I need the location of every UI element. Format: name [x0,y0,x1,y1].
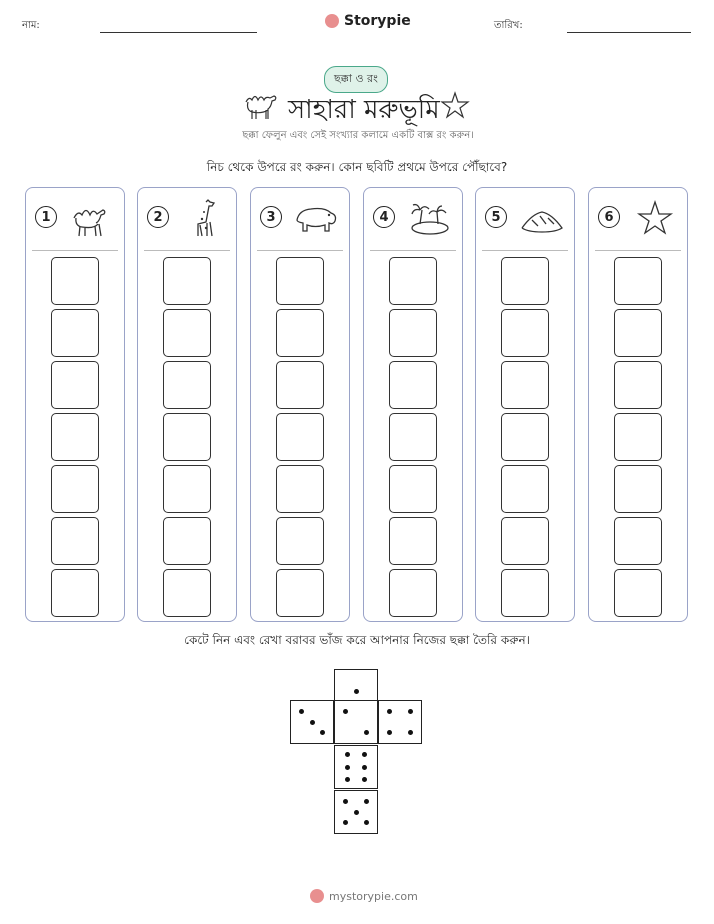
die-pip [387,709,392,714]
camel-icon [68,198,116,238]
die-pip [310,720,315,725]
footer-url[interactable]: mystorypie.com [329,889,418,903]
color-box[interactable] [51,465,99,513]
color-box[interactable] [163,309,211,357]
die-pip [408,730,413,735]
column-divider [482,250,568,251]
die-pip [408,709,413,714]
die-pip [345,765,350,770]
die-pip [362,777,367,782]
column-number: 2 [147,206,169,228]
color-box[interactable] [501,517,549,565]
column-number: 1 [35,206,57,228]
color-box[interactable] [51,361,99,409]
giraffe-icon [180,198,228,238]
cut-instruction: কেটে নিন এবং রেখা বরাবর ভাঁজ করে আপনার নিজের ছক্কা তৈরি করুন। [184,633,530,647]
date-label: তারিখ: [494,20,523,31]
color-box[interactable] [389,413,437,461]
die-pip [343,820,348,825]
storypie-logo-icon [310,889,324,903]
color-box[interactable] [614,517,662,565]
color-box[interactable] [163,569,211,617]
die-pip [364,730,369,735]
color-box[interactable] [163,361,211,409]
sand-dune-icon [518,198,566,238]
die-pip [343,799,348,804]
color-box[interactable] [51,569,99,617]
column-number: 5 [485,206,507,228]
color-box[interactable] [614,309,662,357]
color-box[interactable] [163,465,211,513]
color-box[interactable] [501,309,549,357]
date-line[interactable] [567,32,691,33]
color-box[interactable] [389,517,437,565]
color-box[interactable] [501,465,549,513]
color-box[interactable] [163,413,211,461]
question-text: নিচ থেকে উপরে রং করুন। কোন ছবিটি প্রথমে উপরে পৌঁছাবে? [206,160,508,174]
die-pip [354,689,359,694]
color-box[interactable] [614,465,662,513]
activity-badge: ছক্কা ও রং [324,66,388,93]
brand-name: Storypie [344,13,411,29]
column-4 [363,187,463,622]
die-pip [320,730,325,735]
color-box[interactable] [276,257,324,305]
color-box[interactable] [163,517,211,565]
color-box[interactable] [389,309,437,357]
hippo-icon [293,198,341,238]
camel-icon [242,88,280,120]
column-divider [595,250,681,251]
die-face-3 [290,700,334,744]
column-number: 4 [373,206,395,228]
color-box[interactable] [614,413,662,461]
column-5 [475,187,575,622]
column-3 [250,187,350,622]
column-2 [137,187,237,622]
color-box[interactable] [501,361,549,409]
die-face-4 [378,700,422,744]
die-pip [364,820,369,825]
column-number: 6 [598,206,620,228]
storypie-logo-icon [325,14,339,28]
subtitle: ছক্কা ফেলুন এবং সেই সংখ্যার কলামে একটি বাক্স রং করুন। [242,130,474,141]
die-face-2 [334,700,378,744]
color-box[interactable] [501,413,549,461]
color-box[interactable] [614,361,662,409]
color-box[interactable] [389,361,437,409]
color-box[interactable] [276,361,324,409]
die-pip [364,799,369,804]
color-box[interactable] [501,569,549,617]
die-pip [345,752,350,757]
color-box[interactable] [389,465,437,513]
die-pip [343,709,348,714]
die-pip [387,730,392,735]
color-box[interactable] [276,465,324,513]
color-box[interactable] [51,257,99,305]
color-box[interactable] [276,517,324,565]
color-box[interactable] [501,257,549,305]
column-divider [257,250,343,251]
die-pip [354,810,359,815]
oasis-icon [406,198,454,238]
color-box[interactable] [163,257,211,305]
color-box[interactable] [51,517,99,565]
die-pip [345,777,350,782]
column-number: 3 [260,206,282,228]
name-label: নাম: [22,20,40,31]
color-box[interactable] [389,257,437,305]
brand-logo [325,13,411,29]
die-pip [299,709,304,714]
column-divider [32,250,118,251]
die-pip [362,765,367,770]
color-box[interactable] [276,569,324,617]
star-icon [631,198,679,238]
color-box[interactable] [276,413,324,461]
star-icon [440,91,470,119]
die-pip [362,752,367,757]
column-divider [144,250,230,251]
column-1 [25,187,125,622]
column-divider [370,250,456,251]
name-line[interactable] [100,32,257,33]
die-face-5 [334,790,378,834]
color-box[interactable] [614,569,662,617]
color-box[interactable] [389,569,437,617]
color-box[interactable] [51,413,99,461]
column-6 [588,187,688,622]
footer [310,889,418,903]
die-face-6 [334,745,378,789]
color-box[interactable] [276,309,324,357]
page-title: সাহারা মরুভূমি [288,95,440,125]
color-box[interactable] [614,257,662,305]
color-box[interactable] [51,309,99,357]
